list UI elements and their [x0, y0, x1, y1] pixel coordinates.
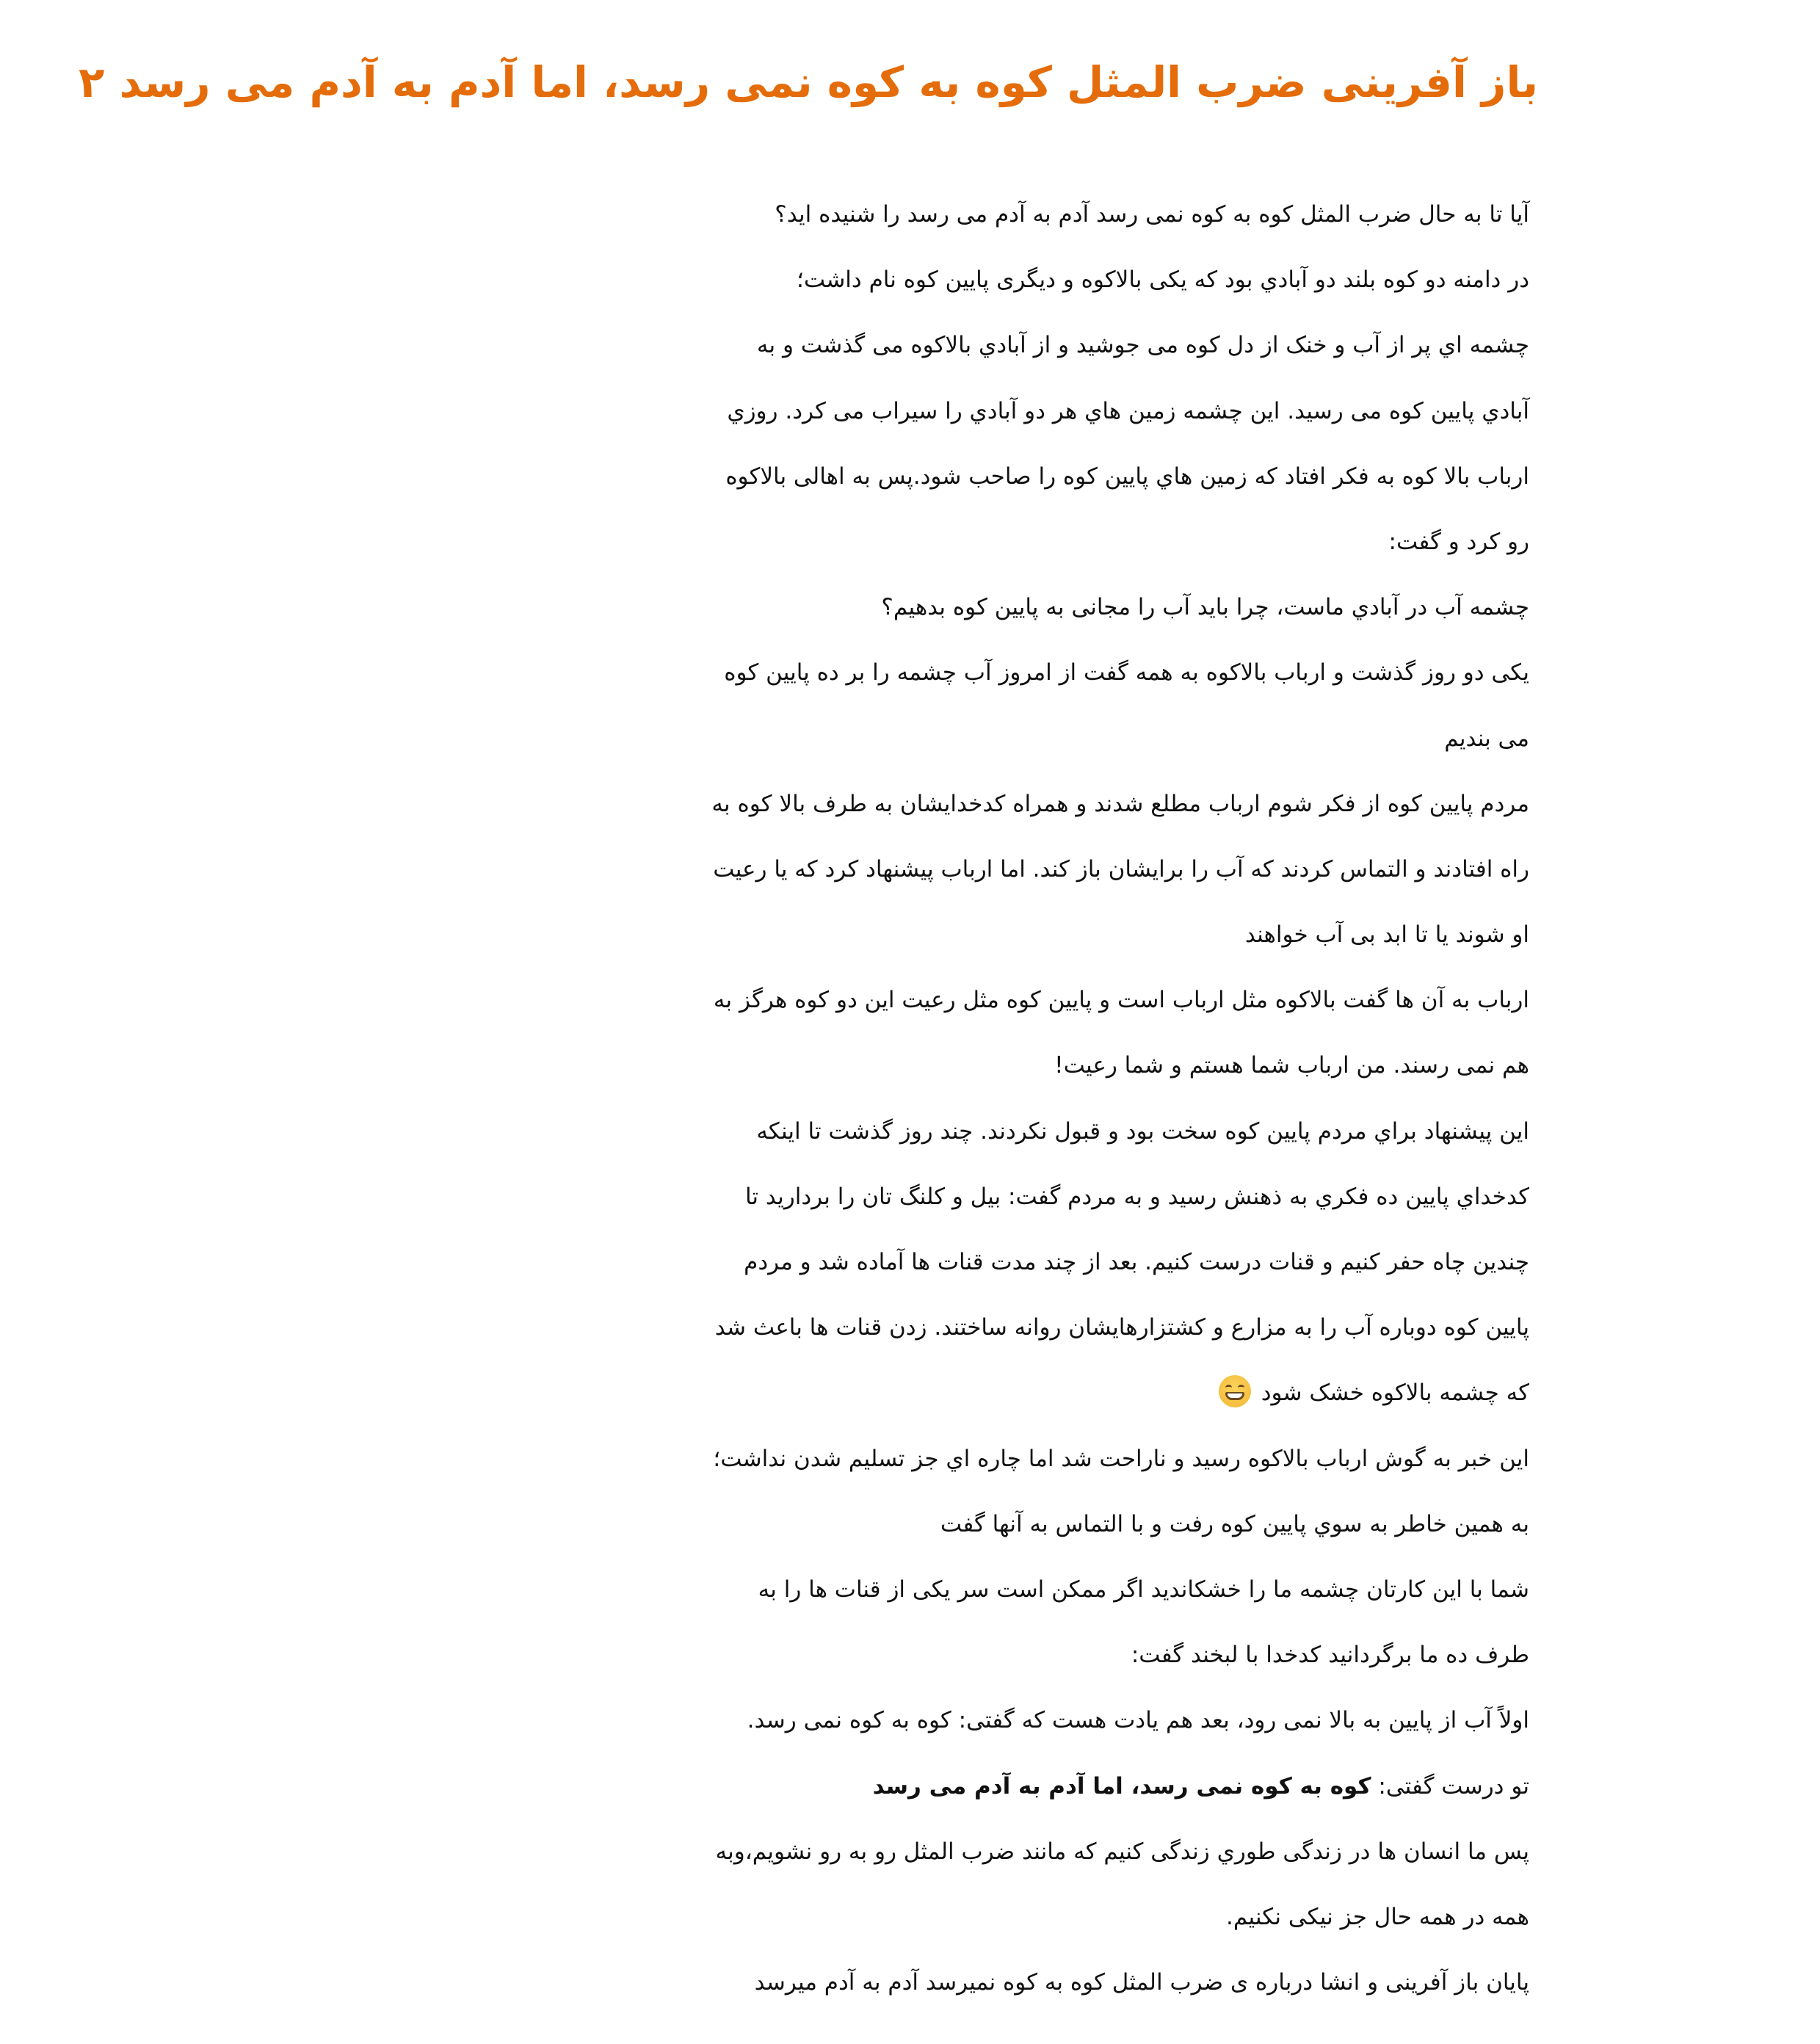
emoji-eye	[1238, 1385, 1244, 1391]
text-line: اولاً آب از پایین به بالا نمی رود، بعد هم یادت هست که گفتی: کوه به کوه نمی رسد.	[747, 1707, 1529, 1734]
text-line: شما با این کارتان چشمه ما را خشکاندید اگر ممکن است سر یکی از قنات ها را به	[758, 1576, 1529, 1603]
text-line: پایین کوه دوباره آب را به مزارع و کشتزارهایشان روانه ساختند. زدن قنات ها باعث شد	[714, 1314, 1529, 1341]
text-line: آیا تا به حال ضرب المثل کوه به کوه نمی رسد آدم به آدم می رسد را شنیده اید؟	[775, 201, 1529, 228]
text-line: او شوند یا تا ابد بی آب خواهند	[1244, 921, 1529, 949]
text-line: ارباب بالا کوه به فکر افتاد که زمین هاي پایین کوه را صاحب شود.پس به اهالی بالاکوه	[725, 463, 1529, 490]
text-line-content: تو درست گفتی:	[1371, 1772, 1529, 1800]
text-line: کدخداي پایین ده فکري به ذهنش رسید و به مردم گفت: بیل و کلنگ تان را بردارید تا	[744, 1183, 1529, 1210]
text-line: این خبر به گوش ارباب بالاکوه رسید و ناراحت شد اما چاره اي جز تسلیم شدن نداشت؛	[713, 1445, 1529, 1472]
text-line: آبادي پایین کوه می رسید. این چشمه زمین هاي هر دو آبادي را سیراب می کرد. روزي	[727, 397, 1529, 424]
emoji-eye	[1225, 1385, 1232, 1391]
text-line: چشمه اي پر از آب و خنک از دل کوه می جوشید و از آبادي بالاکوه می گذشت و به	[756, 332, 1529, 359]
text-line: مردم پایین کوه از فکر شوم ارباب مطلع شدند و همراه کدخدایشان به طرف بالا کوه به	[711, 790, 1529, 817]
text-line: این پیشنهاد براي مردم پایین کوه سخت بود و قبول نکردند. چند روز گذشت تا اینکه	[756, 1117, 1529, 1145]
text-line: چشمه آب در آبادي ماست، چرا باید آب را مجانی به پایین کوه بدهیم؟	[881, 594, 1529, 621]
text-line: پایان باز آفرینی و انشا درباره ی ضرب المثل کوه به کوه نمیرسد آدم به آدم میرسد	[754, 1969, 1529, 1996]
text-line: به همین خاطر به سوي پایین کوه رفت و با التماس به آنها گفت	[940, 1510, 1529, 1537]
document-body	[281, 182, 1529, 2015]
text-line-with-emoji	[281, 1360, 1529, 1426]
text-line: چندین چاه حفر کنیم و قنات درست کنیم. بعد از چند مدت قنات ها آماده شد و مردم	[744, 1249, 1529, 1275]
grinning-face-emoji-icon	[1219, 1375, 1251, 1407]
text-line: راه افتادند و التماس کردند که آب را برایشان باز کند. اما ارباب پیشنهاد کرد که یا رعیت	[713, 855, 1529, 883]
text-line: طرف ده ما برگردانید کدخدا با لبخند گفت:	[1131, 1642, 1529, 1669]
text-line: هم نمی رسند. من ارباب شما هستم و شما رعیت!	[1054, 1052, 1529, 1079]
text-line: می بندیم	[1444, 725, 1529, 752]
bold-proverb: کوه به کوه نمی رسد، اما آدم به آدم می رسد	[872, 1772, 1371, 1800]
document-title: باز آفرینی ضرب المثل کوه به کوه نمی رسد، اما آدم به آدم می رسد ۲	[79, 57, 1538, 107]
text-line-content: که چشمه بالاکوه خشک شود	[1261, 1380, 1529, 1407]
text-line: ارباب به آن ها گفت بالاکوه مثل ارباب است و پایین کوه مثل رعیت این دو کوه هرگز به	[713, 987, 1529, 1014]
text-line-with-bold	[281, 1754, 1529, 1819]
text-line: همه در همه حال جز نیکی نکنیم.	[1226, 1903, 1529, 1930]
text-line: در دامنه دو کوه بلند دو آبادي بود که یکی بالاکوه و دیگری پایین کوه نام داشت؛	[797, 267, 1529, 294]
text-line: رو کرد و گفت:	[1388, 528, 1529, 555]
text-line: پس ما انسان ها در زندگی طوري زندگی کنیم که مانند ضرب المثل رو به رو نشویم،وبه	[715, 1838, 1529, 1865]
emoji-mouth	[1225, 1392, 1244, 1400]
text-line: یکی دو روز گذشت و ارباب بالاکوه به همه گفت از امروز آب چشمه را بر ده پایین کوه	[724, 659, 1529, 686]
